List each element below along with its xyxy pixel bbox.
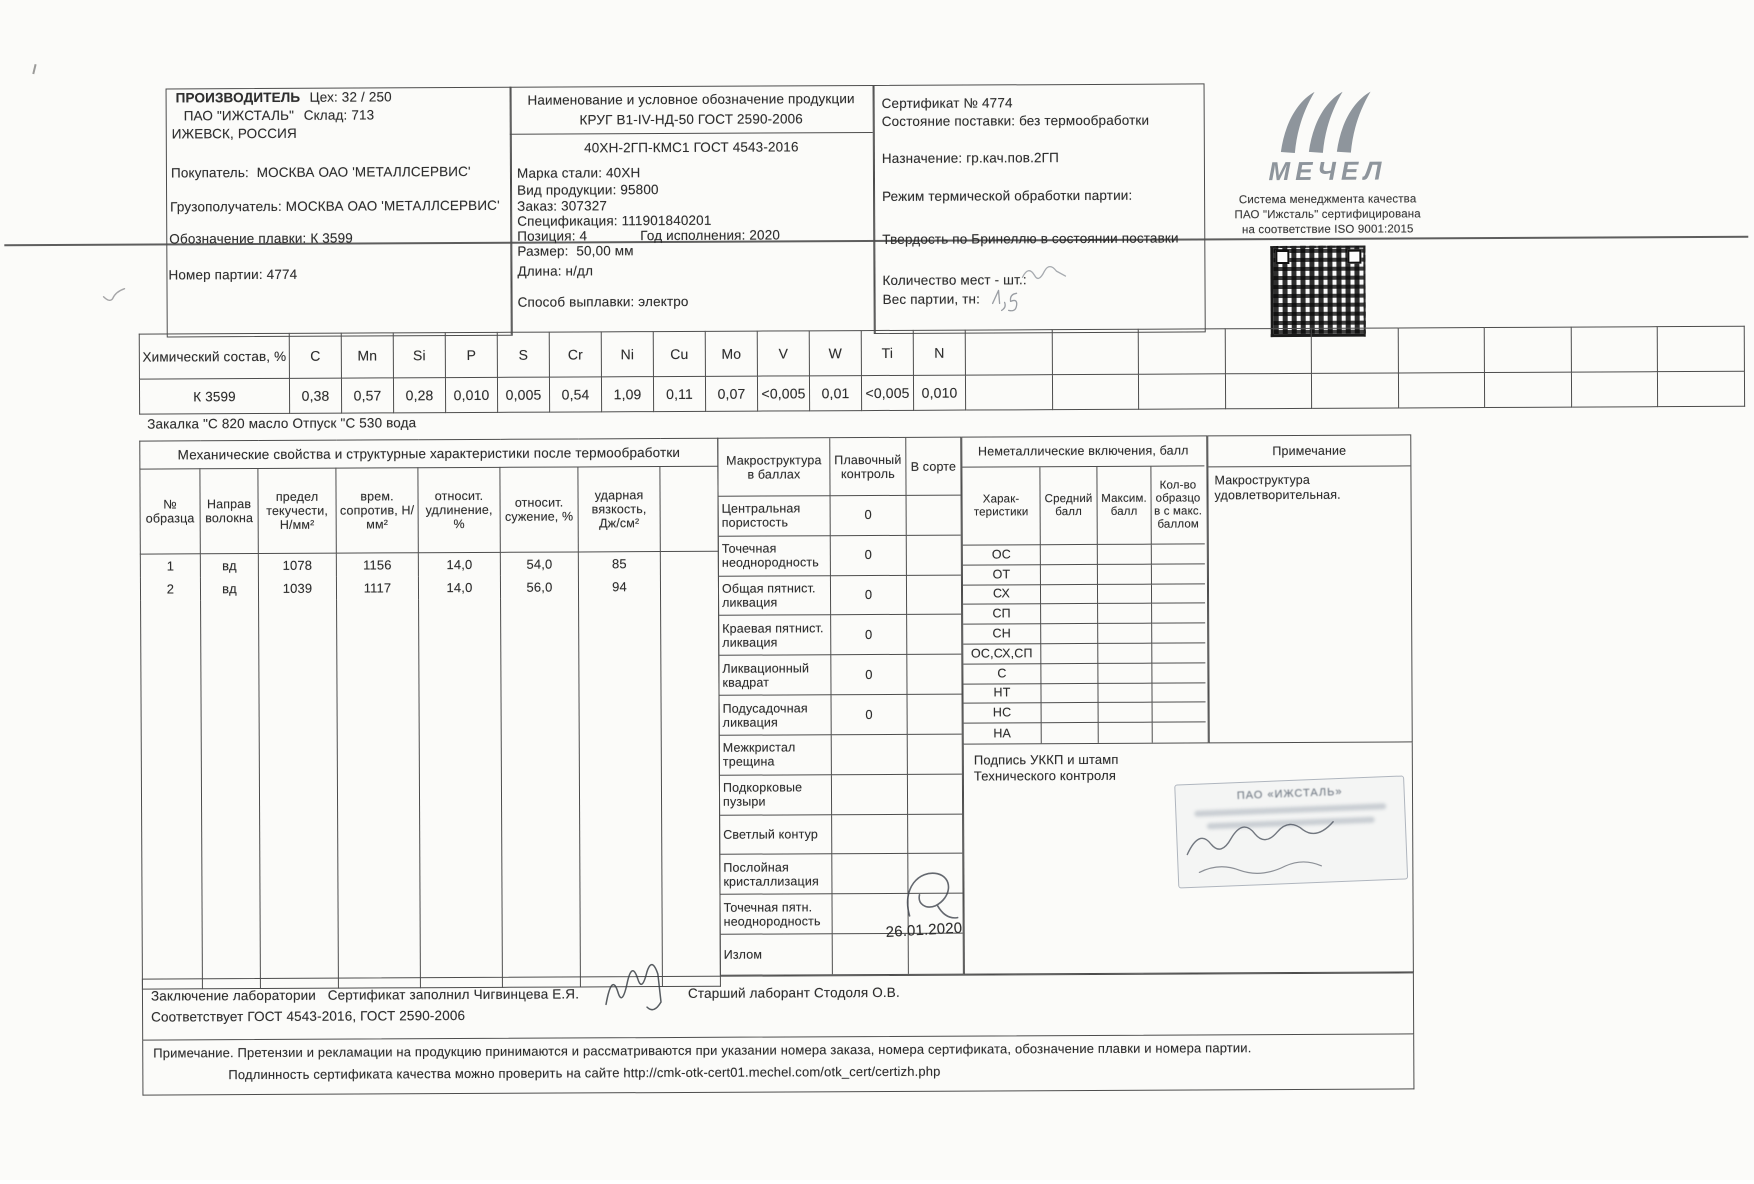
- inclusions-cell: [1042, 723, 1099, 743]
- mech-col-sample: № образца: [140, 469, 200, 554]
- inclusions-table: [961, 435, 1209, 744]
- chem-empty-cell: [1225, 328, 1312, 373]
- datamatrix-corner: [1347, 250, 1361, 264]
- inclusions-cell: [1152, 643, 1205, 663]
- inclusions-cell: [1152, 683, 1205, 703]
- chem-element: V: [757, 331, 809, 376]
- inclusions-row-label: ОС,СХ,СП: [963, 644, 1041, 664]
- pencil-tick: [103, 286, 127, 304]
- chem-empty-cell: [965, 375, 1052, 410]
- macro-row-value: 0: [831, 536, 907, 576]
- macro-col-control: Плавочный контроль: [830, 438, 906, 496]
- inclusions-cell: [1041, 684, 1098, 704]
- inclusions-row-label: СП: [963, 605, 1041, 625]
- chem-empty-cell: [1571, 372, 1658, 407]
- producer-workshop: Цех: 32 / 250: [309, 89, 392, 105]
- purpose-line: Назначение: гр.кач.пов.2ГП: [881, 150, 1059, 166]
- chem-empty-cell: [1052, 374, 1139, 409]
- macro-grade-cell: [907, 496, 961, 536]
- producer-title: ПРОИЗВОДИТЕЛЬ: [175, 89, 301, 106]
- chem-element: C: [289, 333, 341, 378]
- macro-grade-cell: [907, 535, 961, 575]
- inclusions-cell: [1041, 664, 1098, 684]
- macro-grade-cell: [907, 575, 961, 615]
- macro-row-value: 0: [831, 655, 907, 695]
- chem-element: Mo: [705, 331, 757, 376]
- chem-empty-cell: [1658, 326, 1745, 371]
- scan-artifact: [32, 64, 36, 74]
- chem-element: Mn: [341, 333, 393, 378]
- macro-row-label: Краевая пятнист. ликвация: [719, 616, 831, 656]
- mech-cell: 54,0: [500, 552, 578, 576]
- chem-value: <0,005: [861, 375, 913, 410]
- chem-empty-cell: [1398, 328, 1485, 373]
- inclusions-cell: [1152, 584, 1205, 604]
- chem-element: P: [445, 332, 497, 377]
- inclusions-cell: [1041, 624, 1098, 644]
- inclusions-cell: [1098, 644, 1152, 664]
- inclusions-title: Неметаллические включения, балл: [962, 436, 1204, 467]
- heat-designation-line: Обозначение плавки: К 3599: [169, 230, 353, 247]
- inclusions-row-label: ОС: [963, 545, 1041, 565]
- length-line: Длина: н/дл: [517, 263, 594, 279]
- chem-empty-cell: [1485, 372, 1572, 407]
- inclusions-cell: [1152, 604, 1205, 624]
- macro-row-label: Точечная пятн. неоднородность: [720, 895, 832, 935]
- mech-cell: 1117: [336, 576, 418, 599]
- mech-data-row: [140, 575, 718, 601]
- mech-empty-row: [141, 598, 721, 989]
- macro-grade-cell: [907, 655, 961, 695]
- macro-row-label: Излом: [721, 934, 833, 974]
- mech-col-tensile: врем. сопротив, Н/мм²: [336, 468, 418, 553]
- melting-line: Способ выплавки: электро: [517, 293, 689, 310]
- macro-row-label: Светлый контур: [720, 815, 832, 855]
- inclusions-col-count: Кол-во образцо в с макс. баллом: [1151, 466, 1204, 544]
- inclusions-cell: [1098, 604, 1152, 624]
- date-signature-handwriting: [893, 868, 971, 926]
- product-designation-round: КРУГ В1-IV-НД-50 ГОСТ 2590-2006: [579, 111, 803, 128]
- mechel-logo-icon: [1252, 89, 1402, 154]
- macro-row-label: Точечная неоднородность: [719, 536, 831, 576]
- chem-header-row: [139, 326, 1744, 379]
- inclusions-cell: [1098, 624, 1152, 644]
- remark-column: [1207, 434, 1413, 743]
- chem-value: <0,005: [757, 376, 809, 411]
- mech-cell: вд: [200, 554, 258, 578]
- datamatrix-code: [1270, 246, 1365, 337]
- inclusions-cell: [1152, 544, 1205, 564]
- mech-title: Механические свойства и структурные характеристики после термообработки: [140, 438, 718, 469]
- inclusions-cell: [1041, 545, 1098, 565]
- places-line: Количество мест - шт.:: [882, 272, 1027, 288]
- specification-line: Спецификация: 111901840201: [517, 212, 712, 229]
- chem-empty-cell: [1571, 327, 1658, 372]
- mech-cell: 14,0: [418, 552, 500, 576]
- chem-empty-cell: [1138, 329, 1225, 374]
- stamp-illegible-line: [1194, 803, 1386, 817]
- mech-cell: 2: [140, 577, 200, 600]
- certificate-date: 26.01.2020: [885, 919, 963, 941]
- mech-cell: 1156: [336, 553, 418, 577]
- remark-text: Макроструктура удовлетворительная.: [1214, 472, 1341, 503]
- chem-element: Cu: [653, 331, 705, 376]
- mech-cell: вд: [200, 577, 258, 600]
- lab-gost-line: Соответствует ГОСТ 4543-2016, ГОСТ 2590-2006: [151, 1008, 466, 1025]
- inclusions-cell: [1098, 564, 1152, 584]
- mech-cell: 56,0: [500, 575, 578, 598]
- producer-warehouse: Склад: 713: [303, 107, 375, 123]
- macro-row-value: 0: [831, 496, 907, 536]
- macro-row-label: Ликвационный квадрат: [719, 656, 831, 696]
- qms-line-2: ПАО "Ижсталь" сертифицирована: [1234, 208, 1421, 222]
- lab-conclusion-box: [142, 972, 1414, 1040]
- inclusions-row-label: НА: [964, 723, 1042, 743]
- chem-empty-cell: [965, 330, 1052, 375]
- chem-empty-cell: [1052, 329, 1139, 374]
- macro-row-value: 0: [832, 695, 908, 735]
- macro-grade-cell: [908, 774, 962, 814]
- macro-row-label: Центральная пористость: [719, 496, 831, 536]
- inclusions-cell: [1152, 663, 1205, 683]
- chem-empty-cell: [1139, 374, 1226, 409]
- inclusions-cell: [1041, 644, 1098, 664]
- chem-value: 0,28: [393, 378, 445, 413]
- chem-label: Химический состав, %: [139, 333, 289, 379]
- mech-header-row: [140, 466, 718, 554]
- mech-col-elongation: относит. удлинение, %: [418, 467, 500, 552]
- chem-value: 0,11: [653, 376, 705, 411]
- mech-data-row: [140, 551, 718, 577]
- inclusions-cell: [1098, 545, 1152, 565]
- macro-grade-cell: [907, 615, 961, 655]
- mech-cell: [660, 551, 718, 575]
- product-designation-steel: 40ХН-2ГП-КМС1 ГОСТ 4543-2016: [584, 139, 799, 156]
- macro-row-value: [832, 815, 908, 855]
- mech-cell: 94: [578, 575, 660, 598]
- footer-note-line-2: Подлинность сертификата качества можно проверить на сайте http://cmk-otk-cert01.mechel.com/otk_cert/certizh.php: [228, 1063, 941, 1083]
- heat-treatment-mode-line: Режим термической обработки партии:: [882, 187, 1133, 204]
- mech-col-empty: [660, 466, 718, 551]
- inclusions-cell: [1152, 564, 1205, 584]
- lab-assistant-line: Старший лаборант Стодоля О.В.: [687, 984, 900, 1001]
- inclusions-row-label: СХ: [963, 585, 1041, 605]
- qms-certification-text: [1220, 192, 1435, 238]
- remark-title: Примечание: [1208, 435, 1410, 467]
- weight-handwriting: [989, 287, 1033, 311]
- chem-empty-cell: [1485, 327, 1572, 372]
- chem-value: 0,38: [289, 378, 341, 413]
- datamatrix-corner: [1275, 250, 1289, 264]
- lab-signature-handwriting: [602, 964, 682, 1016]
- inclusions-cell: [1099, 723, 1153, 743]
- mech-col-impact: ударная вязкость, Дж/см²: [578, 467, 660, 552]
- mech-cell: 1039: [258, 577, 336, 600]
- hardness-line: Твердость по Бринеллю в состоянии поставки: [882, 230, 1179, 247]
- chem-element: Ti: [861, 330, 913, 375]
- macro-row-value: [832, 775, 908, 815]
- stamp-org-name: ПАО «ИЖСТАЛЬ»: [1236, 785, 1343, 803]
- buyer-line: Покупатель: МОСКВА ОАО 'МЕТАЛЛСЕРВИС': [170, 163, 471, 181]
- chem-value: 0,005: [497, 377, 549, 412]
- chem-element: Cr: [549, 332, 601, 377]
- inclusions-col-avg: Средний балл: [1040, 467, 1097, 545]
- weight-line: Вес партии, тн:: [882, 291, 981, 307]
- mech-cell: 1078: [258, 553, 336, 577]
- chem-element: Si: [393, 333, 445, 378]
- inclusions-row-label: НТ: [963, 684, 1041, 704]
- chem-value: 0,01: [809, 376, 861, 411]
- chem-value: 0,010: [913, 375, 965, 410]
- inclusions-cell: [1152, 624, 1205, 644]
- inclusions-row-label: НС: [964, 704, 1042, 724]
- inclusions-col-char: Харак- теристики: [962, 467, 1040, 545]
- qc-signature-caption: Подпись УККП и штамп Технического контроля: [973, 751, 1119, 784]
- chem-empty-cell: [1311, 328, 1398, 373]
- macro-title: Макроструктура в баллах: [718, 438, 830, 497]
- mech-col-yield: предел текучести, Н/мм²: [258, 468, 336, 553]
- product-type-line: Вид продукции: 95800: [517, 182, 659, 198]
- year-line: Год исполнения: 2020: [640, 227, 781, 244]
- footer-note-box: [142, 1034, 1414, 1095]
- footer-note-line-1: Примечание. Претензии и рекламации на продукцию принимаются и рассматриваются при указании номера заказа, номера сертификата, обозначение плавки и номера партии.: [153, 1040, 1252, 1061]
- inclusions-cell: [1098, 683, 1152, 703]
- inclusions-cell: [1098, 663, 1152, 683]
- delivery-state-line: Состояние поставки: без термообработки: [881, 112, 1150, 129]
- brand-name: МЕЧЕЛ: [1268, 155, 1387, 187]
- inclusions-cell: [1098, 584, 1152, 604]
- macro-row-value: 0: [831, 576, 907, 616]
- mech-title-row: [140, 438, 718, 469]
- chem-element: Ni: [601, 332, 653, 377]
- qms-line-1: Система менеджмента качества: [1238, 193, 1417, 207]
- macro-row-label: Подкорковые пузыри: [720, 775, 832, 815]
- mech-cell: 14,0: [418, 576, 500, 599]
- steel-grade-line: Марка стали: 40ХН: [516, 165, 641, 181]
- chem-element: N: [913, 330, 965, 375]
- inclusions-col-max: Максим. балл: [1097, 467, 1151, 545]
- producer-name: ПАО "ИЖСТАЛЬ": [183, 107, 295, 124]
- inclusions-cell: [1041, 585, 1098, 605]
- mech-cell: 85: [578, 552, 660, 576]
- mech-col-reduction: относит. сужение, %: [500, 467, 578, 552]
- inclusions-cell: [1042, 703, 1099, 723]
- inclusions-cell: [1041, 565, 1098, 585]
- chem-value: 0,010: [445, 377, 497, 412]
- chem-empty-cell: [1398, 373, 1485, 408]
- mechanical-properties-table: [139, 438, 721, 990]
- chem-empty-cell: [1658, 371, 1745, 406]
- mech-cell: 1: [140, 554, 200, 578]
- macro-grade-cell: [908, 695, 962, 735]
- certificate-number: Сертификат № 4774: [881, 95, 1013, 111]
- stamp-signature-handwriting: [1181, 817, 1391, 882]
- macro-grade-cell: [908, 735, 962, 775]
- macro-row-value: 0: [831, 615, 907, 655]
- chem-empty-cell: [1312, 373, 1399, 408]
- macro-row-label: Общая пятнист. ликвация: [719, 576, 831, 616]
- macro-row-label: Подусадочная ликвация: [720, 695, 832, 735]
- macro-col-grade: В сорте: [906, 438, 960, 496]
- lot-number-line: Номер партии: 4774: [168, 266, 298, 283]
- chem-heat-label: К 3599: [139, 378, 289, 414]
- chem-element: W: [809, 331, 861, 376]
- size-line: Размер: 50,00 мм: [517, 243, 634, 259]
- macro-row-label: Межкристал трещина: [720, 735, 832, 775]
- inclusions-cell: [1153, 703, 1206, 723]
- inclusions-cell: [1099, 703, 1153, 723]
- chem-value: 0,07: [705, 376, 757, 411]
- macro-row-value: [832, 735, 908, 775]
- qms-line-3: на соответствие ISO 9001:2015: [1241, 223, 1414, 237]
- inclusions-cell: [1153, 723, 1206, 743]
- heat-treatment-note: Закалка "С 820 масло Отпуск "С 530 вода: [147, 415, 417, 432]
- chem-empty-cell: [1225, 373, 1312, 408]
- producer-city: ИЖЕВСК, РОССИЯ: [171, 125, 297, 142]
- order-line: Заказ: 307327: [517, 198, 608, 214]
- inclusions-cell: [1041, 604, 1098, 624]
- chem-values-row: [139, 371, 1744, 414]
- chem-value: 1,09: [601, 377, 653, 412]
- inclusions-row-label: ОТ: [963, 565, 1041, 585]
- chemical-composition-table: [139, 326, 1745, 415]
- chem-value: 0,57: [341, 378, 393, 413]
- inclusions-row-label: С: [963, 664, 1041, 684]
- inclusions-row-label: СН: [963, 624, 1041, 644]
- chem-element: S: [497, 332, 549, 377]
- product-caption: Наименование и условное обозначение продукции: [527, 91, 855, 108]
- mech-cell: [660, 575, 718, 598]
- macro-grade-cell: [909, 934, 963, 974]
- mech-col-direction: Направ волокна: [200, 469, 258, 554]
- consignee-line: Грузополучатель: МОСКВА ОАО 'МЕТАЛЛСЕРВИС': [170, 197, 500, 215]
- brand-block: [1220, 89, 1436, 238]
- chem-value: 0,54: [549, 377, 601, 412]
- macro-grade-cell: [908, 814, 962, 854]
- position-line: Позиция: 4: [517, 228, 588, 244]
- places-handwriting: [1020, 262, 1084, 284]
- lab-conclusion-line: Заключение лаборатории Сертификат заполнил Чигвинцева Е.Я.: [150, 986, 580, 1004]
- macro-row-label: Послойная кристаллизация: [720, 855, 832, 895]
